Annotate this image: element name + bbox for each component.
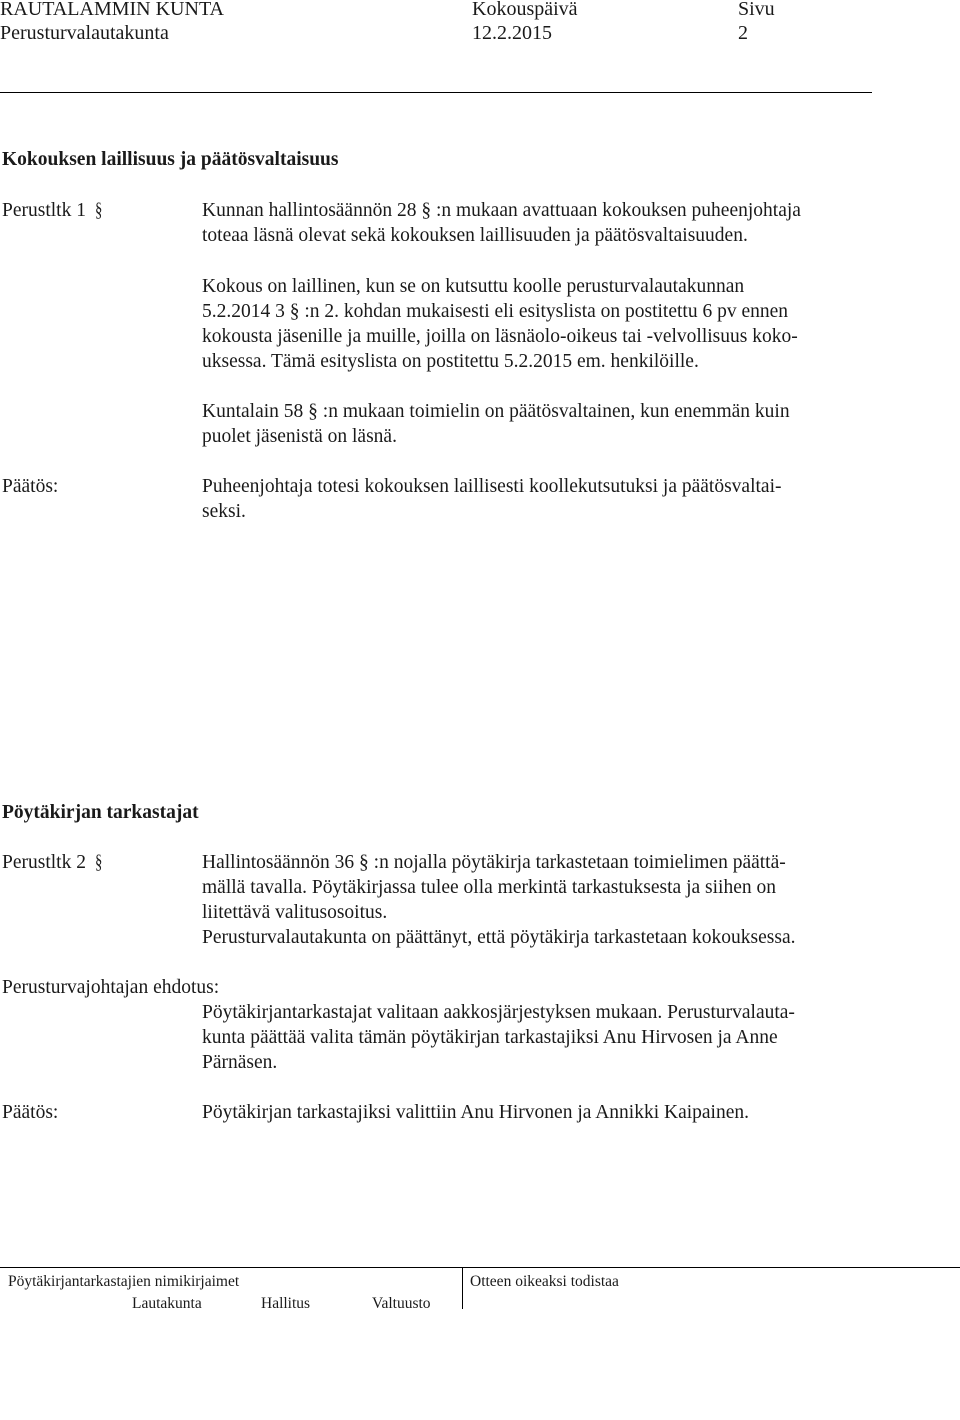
proposal-label: Perusturvajohtajan ehdotus: — [2, 977, 220, 998]
paragraph-line: Hallintosäännön 36 § :n nojalla pöytäkirja tarkastetaan toimielimen päättä- — [202, 852, 786, 873]
section-ref-number: Perustltk 1 — [2, 200, 86, 221]
paragraph-line: mällä tavalla. Pöytäkirjassa tulee olla merkintä tarkastuksesta ja siihen on — [202, 877, 776, 898]
decision-label: Päätös: — [2, 1102, 59, 1123]
section-title: Kokouksen laillisuus ja päätösvaltaisuus — [2, 149, 339, 170]
proposal-line: Pärnäsen. — [202, 1052, 278, 1073]
paragraph-line: toteaa läsnä olevat sekä kokouksen laillisuuden ja päätösvaltaisuuden. — [202, 225, 748, 246]
paragraph-line: kokousta jäsenille ja muille, joilla on läsnäolo-oikeus tai -velvollisuus koko- — [202, 326, 798, 347]
paragraph-line: Kunnan hallintosäännön 28 § :n mukaan avattuaan kokouksen puheenjohtaja — [202, 200, 801, 221]
header-divider — [0, 92, 872, 93]
certified-label: Otteen oikeaksi todistaa — [470, 1273, 619, 1290]
decision-line: Pöytäkirjan tarkastajiksi valittiin Anu Hirvonen ja Annikki Kaipainen. — [202, 1102, 749, 1123]
footer-column-divider — [462, 1267, 463, 1309]
org-name: RAUTALAMMIN KUNTA — [0, 0, 225, 20]
section-ref-number: Perustltk 2 — [2, 852, 86, 873]
paragraph-line: Kuntalain 58 § :n mukaan toimielin on päätösvaltainen, kun enemmän kuin — [202, 401, 790, 422]
signature-column-lautakunta: Lautakunta — [132, 1295, 202, 1312]
paragraph-line: Perusturvalautakunta on päättänyt, että pöytäkirja tarkastetaan kokouksessa. — [202, 927, 796, 948]
board-name: Perusturvalautakunta — [0, 22, 169, 44]
paragraph-line: uksessa. Tämä esityslista on postitettu 5.2.2015 em. henkilöille. — [202, 351, 699, 372]
section-ref — [2, 198, 105, 223]
paragraph-symbol: § — [94, 200, 103, 221]
section-title: Pöytäkirjan tarkastajat — [2, 802, 199, 823]
date-label: Kokouspäivä — [472, 0, 578, 20]
meeting-date: 12.2.2015 — [472, 22, 552, 44]
signatures-label: Pöytäkirjantarkastajien nimikirjaimet — [8, 1273, 240, 1290]
decision-line: seksi. — [202, 501, 246, 522]
decision-label: Päätös: — [2, 476, 59, 497]
signature-column-valtuusto: Valtuusto — [372, 1295, 431, 1312]
page-number: 2 — [738, 22, 748, 44]
paragraph-line: Kokous on laillinen, kun se on kutsuttu koolle perusturvalautakunnan — [202, 276, 745, 297]
paragraph-line: liitettävä valitusosoitus. — [202, 902, 388, 923]
proposal-line: Pöytäkirjantarkastajat valitaan aakkosjärjestyksen mukaan. Perusturvalauta- — [202, 1002, 795, 1023]
signature-column-hallitus: Hallitus — [261, 1295, 311, 1312]
paragraph-symbol: § — [94, 852, 103, 873]
proposal-line: kunta päättää valita tämän pöytäkirjan tarkastajiksi Anu Hirvosen ja Anne — [202, 1027, 778, 1048]
paragraph-line: 5.2.2014 3 § :n 2. kohdan mukaisesti eli esityslista on postitettu 6 pv ennen — [202, 301, 789, 322]
paragraph-line: puolet jäsenistä on läsnä. — [202, 426, 397, 447]
footer-divider — [0, 1267, 960, 1268]
page-label: Sivu — [738, 0, 775, 20]
decision-line: Puheenjohtaja totesi kokouksen laillisesti koollekutsutuksi ja päätösvaltai- — [202, 476, 782, 497]
section-ref — [2, 850, 105, 875]
